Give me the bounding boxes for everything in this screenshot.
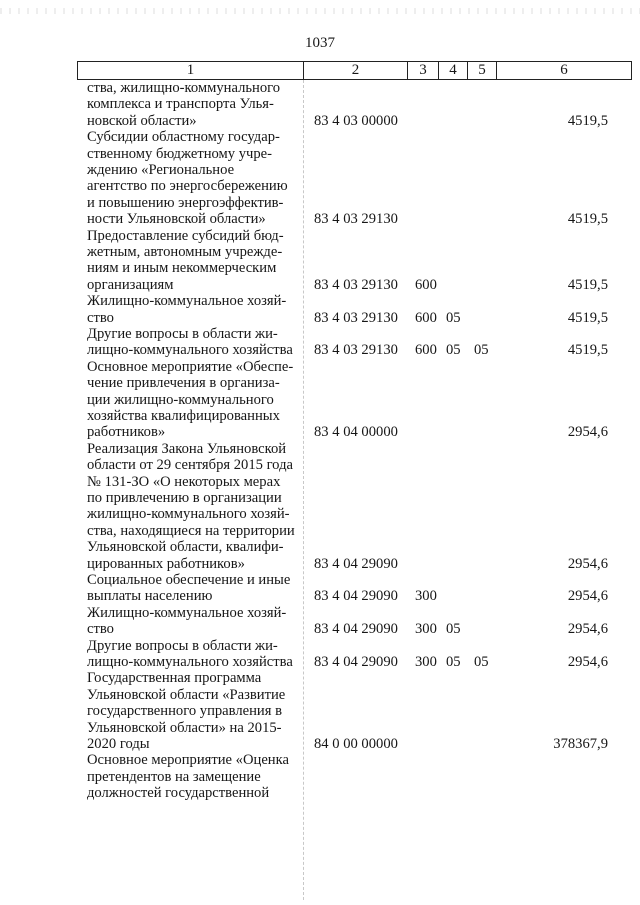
row-col4: 05 xyxy=(446,309,461,326)
description-line: жилищно-коммунального хозяй- xyxy=(87,506,290,523)
description-line: претендентов на замещение xyxy=(87,768,261,785)
row-amount: 4519,5 xyxy=(567,211,608,228)
description-line: Основное мероприятие «Оценка xyxy=(87,752,289,769)
column-header-3: 3 xyxy=(408,62,439,80)
description-line: Жилищно-коммунальное хозяй- xyxy=(87,293,287,310)
row-col4: 05 xyxy=(446,342,461,359)
row-description xyxy=(87,228,297,294)
description-line: ции жилищно-коммунального xyxy=(87,391,274,408)
description-line: организациям xyxy=(87,276,174,293)
row-code: 84 0 00 00000 xyxy=(314,735,398,752)
row-col3: 600 xyxy=(415,342,437,359)
row-description xyxy=(87,638,297,671)
row-code: 83 4 03 29130 xyxy=(314,342,398,359)
description-line: жетным, автономным учрежде- xyxy=(87,244,283,260)
description-line: Социальное обеспечение и иные xyxy=(87,572,291,588)
description-line: ждению «Региональное xyxy=(87,162,235,178)
row-amount: 4519,5 xyxy=(567,309,608,326)
row-col3: 300 xyxy=(415,653,437,670)
description-line: выплаты населению xyxy=(87,588,213,605)
row-code: 83 4 03 29130 xyxy=(314,276,398,293)
row-description xyxy=(87,670,297,752)
description-line: по привлечению в организации xyxy=(87,490,282,507)
row-amount: 2954,6 xyxy=(567,621,608,638)
row-description xyxy=(87,605,297,638)
row-col3: 300 xyxy=(415,588,437,605)
description-line: ство xyxy=(87,309,114,326)
description-line: Основное мероприятие «Обеспе- xyxy=(87,358,294,375)
row-col4: 05 xyxy=(446,621,461,638)
row-col5: 05 xyxy=(474,653,489,670)
description-line: комплекса и транспорта Улья- xyxy=(87,96,274,113)
description-line: Субсидии областному государ- xyxy=(87,129,280,146)
scan-artifact xyxy=(0,8,640,14)
description-line: и повышению энергоэффектив- xyxy=(87,194,284,211)
description-line: 2020 годы xyxy=(87,736,150,753)
table-row xyxy=(0,359,640,445)
row-description xyxy=(87,441,297,572)
column-header-1: 1 xyxy=(78,62,304,80)
description-line: агентство по энергосбережению xyxy=(87,178,288,195)
table-row xyxy=(0,129,640,228)
description-line: лищно-коммунального хозяйства xyxy=(87,342,293,359)
description-line: Предоставление субсидий бюд- xyxy=(87,227,284,244)
row-description xyxy=(87,752,297,801)
column-header-6: 6 xyxy=(497,62,632,80)
row-description xyxy=(87,572,297,605)
row-amount: 2954,6 xyxy=(567,424,608,441)
description-line: Другие вопросы в области жи- xyxy=(87,637,278,654)
description-line: Ульяновской области» на 2015- xyxy=(87,719,282,736)
description-line: цированных работников» xyxy=(87,555,245,572)
row-description xyxy=(87,359,297,441)
description-line: Жилищно-коммунальное хозяй- xyxy=(87,604,287,621)
row-col3: 300 xyxy=(415,621,437,638)
description-line: Государственная программа xyxy=(87,670,262,687)
row-code: 83 4 04 29090 xyxy=(314,555,398,572)
description-line: ства, находящиеся на территории xyxy=(87,522,295,539)
row-amount: 4519,5 xyxy=(567,276,608,293)
description-line: чение привлечения в организа- xyxy=(87,375,280,392)
page-number: 1037 xyxy=(305,35,335,51)
description-line: лищно-коммунального хозяйства xyxy=(87,654,293,670)
row-code: 83 4 04 29090 xyxy=(314,588,398,605)
description-line: Реализация Закона Ульяновской xyxy=(87,440,287,457)
description-line: государственного управления в xyxy=(87,703,282,720)
description-line: Ульяновской области, квалифи- xyxy=(87,539,284,556)
description-line: ности Ульяновской области» xyxy=(87,211,266,228)
description-line: Другие вопросы в области жи- xyxy=(87,326,278,342)
description-line: ственному бюджетному учре- xyxy=(87,145,272,162)
row-amount: 2954,6 xyxy=(567,653,608,670)
table-row xyxy=(0,670,640,756)
row-code: 83 4 03 29130 xyxy=(314,211,398,228)
row-col4: 05 xyxy=(446,653,461,670)
row-code: 83 4 04 29090 xyxy=(314,653,398,670)
description-line: должностей государственной xyxy=(87,785,270,802)
description-line: области от 29 сентября 2015 года xyxy=(87,457,293,474)
row-code: 83 4 04 00000 xyxy=(314,424,398,441)
description-line: Ульяновской области «Развитие xyxy=(87,686,286,703)
description-line: ниям и иным некоммерческим xyxy=(87,260,277,277)
description-line: № 131-ЗО «О некоторых мерах xyxy=(87,473,281,490)
row-description xyxy=(87,293,297,326)
row-code: 83 4 03 29130 xyxy=(314,309,398,326)
column-header-2: 2 xyxy=(304,62,408,80)
column-header-5: 5 xyxy=(468,62,497,80)
row-col5: 05 xyxy=(474,342,489,359)
row-description xyxy=(87,80,297,129)
row-amount: 4519,5 xyxy=(567,342,608,359)
row-amount: 4519,5 xyxy=(567,112,608,129)
row-col3: 600 xyxy=(415,276,437,293)
description-line: новской области» xyxy=(87,112,197,129)
row-col3: 600 xyxy=(415,309,437,326)
table-header xyxy=(77,61,632,80)
row-code: 83 4 03 00000 xyxy=(314,112,398,129)
row-amount: 378367,9 xyxy=(553,735,608,752)
table-row xyxy=(0,440,640,572)
row-amount: 2954,6 xyxy=(567,588,608,605)
description-line: ство xyxy=(87,621,114,638)
row-description xyxy=(87,326,297,359)
column-header-4: 4 xyxy=(439,62,468,80)
description-line: работников» xyxy=(87,424,166,441)
description-line: хозяйства квалифицированных xyxy=(87,408,280,425)
row-amount: 2954,6 xyxy=(567,555,608,572)
row-code: 83 4 04 29090 xyxy=(314,621,398,638)
description-line: ства, жилищно-коммунального xyxy=(87,80,281,96)
row-description xyxy=(87,129,297,227)
table-row xyxy=(0,752,640,838)
